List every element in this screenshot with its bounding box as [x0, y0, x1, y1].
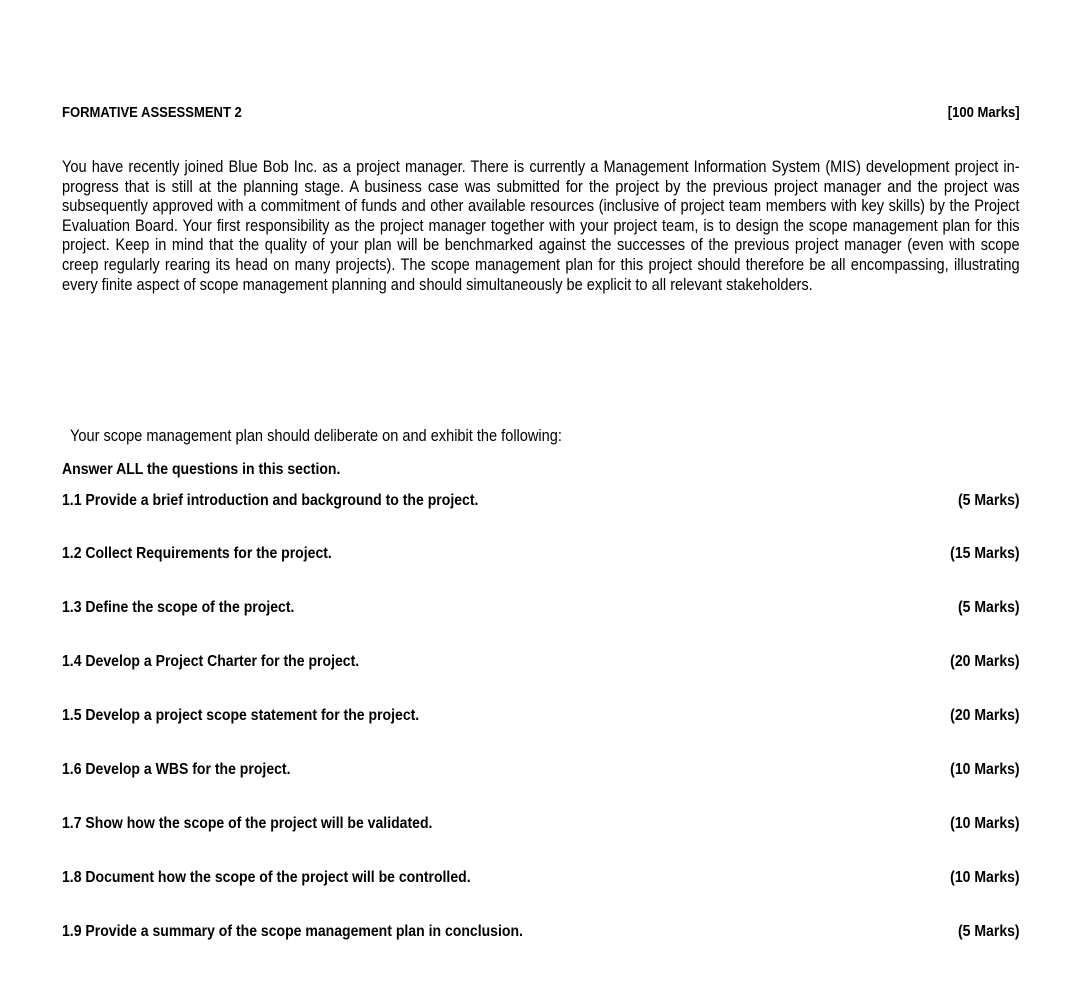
question-text: 1.6 Develop a WBS for the project. — [62, 761, 291, 778]
question-marks: (5 Marks) — [957, 599, 1020, 616]
question-1-4 — [62, 652, 1020, 671]
section-instruction: Answer ALL the questions in this section. — [62, 461, 341, 478]
question-text: 1.1 Provide a brief introduction and background to the project. — [62, 492, 479, 509]
question-marks: (5 Marks) — [957, 923, 1020, 940]
question-1-8 — [62, 868, 1020, 887]
deliberate-text: Your scope management plan should deliberate on and exhibit the following: — [70, 427, 562, 445]
question-marks: (20 Marks) — [950, 707, 1020, 724]
assessment-header — [62, 104, 1020, 122]
question-1-3 — [62, 598, 1020, 617]
question-text: 1.7 Show how the scope of the project will be validated. — [62, 815, 433, 832]
question-1-9 — [62, 922, 1020, 941]
question-text: 1.8 Document how the scope of the project will be controlled. — [62, 869, 471, 886]
question-marks: (15 Marks) — [950, 545, 1020, 562]
total-marks: [100 Marks] — [947, 105, 1020, 121]
assessment-title: FORMATIVE ASSESSMENT 2 — [62, 105, 242, 121]
question-text: 1.4 Develop a Project Charter for the project. — [62, 653, 360, 670]
question-1-2 — [62, 544, 1020, 563]
question-1-7 — [62, 814, 1020, 833]
question-marks: (10 Marks) — [950, 869, 1020, 886]
question-marks: (10 Marks) — [950, 761, 1020, 778]
question-marks: (10 Marks) — [950, 815, 1020, 832]
question-1-6 — [62, 760, 1020, 779]
question-marks: (5 Marks) — [957, 492, 1020, 509]
question-1-5 — [62, 706, 1020, 725]
question-marks: (20 Marks) — [950, 653, 1020, 670]
question-text: 1.3 Define the scope of the project. — [62, 599, 295, 616]
question-text: 1.9 Provide a summary of the scope management plan in conclusion. — [62, 923, 523, 940]
question-1-1 — [62, 491, 1020, 510]
question-text: 1.2 Collect Requirements for the project. — [62, 545, 332, 562]
intro-paragraph: You have recently joined Blue Bob Inc. as a project manager. There is currently a Management Information System (MIS) development project in-progress that is still at the planning stage. A business case was submitted for the project by the previous project manager and the project was subsequently approved with a commitment of funds and other available resources (inclusive of project team members with key skills) by the Project Evaluation Board. Your first responsibility as the project manager together with your project team, is to design the scope management plan for this project. Keep in mind that the quality of your plan will be benchmarked against the successes of the previous project manager (even with scope creep regularly rearing its head on many projects). The scope management plan for this project should therefore be all encompassing, illustrating every finite aspect of scope management planning and should simultaneously be explicit to all relevant stakeholders. — [62, 158, 1020, 294]
question-text: 1.5 Develop a project scope statement for the project. — [62, 707, 420, 724]
